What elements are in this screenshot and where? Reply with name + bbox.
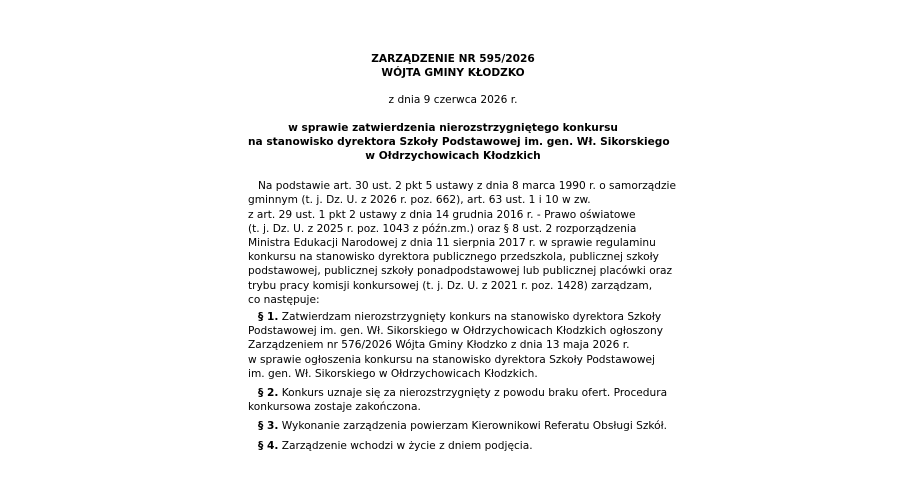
- legal-basis: [248, 179, 677, 307]
- paragraph-symbol: § 3.: [258, 420, 279, 433]
- basis-line: (t. j. Dz. U. z 2025 r. poz. 1043 z późn.zm.) oraz § 8 ust. 2 rozporządzenia: [248, 222, 637, 235]
- basis-line: Ministra Edukacji Narodowej z dnia 11 sierpnia 2017 r. w sprawie regulaminu: [248, 237, 656, 250]
- basis-line: gminnym (t. j. Dz. U. z 2026 r. poz. 662), art. 63 ust. 1 i 10 w zw.: [248, 194, 591, 207]
- paragraph-4: [248, 439, 658, 453]
- paragraph-3: [248, 419, 668, 433]
- document-date: z dnia 9 czerwca 2026 r.: [388, 94, 518, 107]
- basis-line: Na podstawie art. 30 ust. 2 pkt 5 ustawy z dnia 8 marca 1990 r. o samorządzie: [258, 180, 677, 193]
- document-page: [248, 52, 677, 458]
- basis-line: z art. 29 ust. 1 pkt 2 ustawy z dnia 14 grudnia 2016 r. - Prawo oświatowe: [248, 208, 636, 221]
- basis-line: konkursu na stanowisko dyrektora publicznego przedszkola, publicznej szkoły: [248, 251, 659, 264]
- paragraph-line: w sprawie ogłoszenia konkursu na stanowisko dyrektora Szkoły Podstawowej: [248, 353, 655, 366]
- paragraph-line: Podstawowej im. gen. Wł. Sikorskiego w Ołdrzychowicach Kłodzkich ogłoszony: [248, 325, 663, 338]
- paragraph-line: konkursowa zostaje zakończona.: [248, 401, 421, 414]
- basis-line: trybu pracy komisji konkursowej (t. j. Dz. U. z 2021 r. poz. 1428) zarządzam,: [248, 279, 653, 292]
- document-title: [248, 52, 658, 80]
- paragraph-text: Wykonanie zarządzenia powierzam Kierownikowi Referatu Obsługi Szkół.: [281, 420, 668, 433]
- paragraph-2: [248, 386, 668, 414]
- basis-line: podstawowej, publicznej szkoły ponadpodstawowej lub publicznej placówki oraz: [248, 265, 673, 278]
- paragraph-symbol: § 2.: [258, 387, 279, 400]
- paragraph-text: Zarządzenie wchodzi w życie z dniem podjęcia.: [281, 439, 533, 452]
- subject-line-1: w sprawie zatwierdzenia nierozstrzygniętego konkursu: [288, 121, 618, 134]
- paragraph-symbol: § 1.: [258, 311, 279, 324]
- paragraph-symbol: § 4.: [258, 439, 279, 452]
- paragraph-line: Zarządzeniem nr 576/2026 Wójta Gminy Kłodzko z dnia 13 maja 2026 r.: [248, 339, 630, 352]
- paragraph-line: im. gen. Wł. Sikorskiego w Ołdrzychowicach Kłodzkich.: [248, 367, 538, 380]
- title-line-2: WÓJTA GMINY KŁODZKO: [381, 67, 525, 80]
- title-line-1: ZARZĄDZENIE NR 595/2026: [371, 53, 535, 65]
- paragraph-text: Zatwierdzam nierozstrzygnięty konkurs na stanowisko dyrektora Szkoły: [281, 311, 662, 324]
- document-subject: [248, 121, 670, 164]
- subject-line-2: na stanowisko dyrektora Szkoły Podstawowej im. gen. Wł. Sikorskiego: [248, 135, 670, 148]
- basis-line: co następuje:: [248, 293, 320, 306]
- paragraph-1: [248, 310, 663, 381]
- subject-line-3: w Ołdrzychowicach Kłodzkich: [365, 150, 541, 163]
- paragraph-text: Konkurs uznaje się za nierozstrzygnięty z powodu braku ofert. Procedura: [281, 387, 668, 400]
